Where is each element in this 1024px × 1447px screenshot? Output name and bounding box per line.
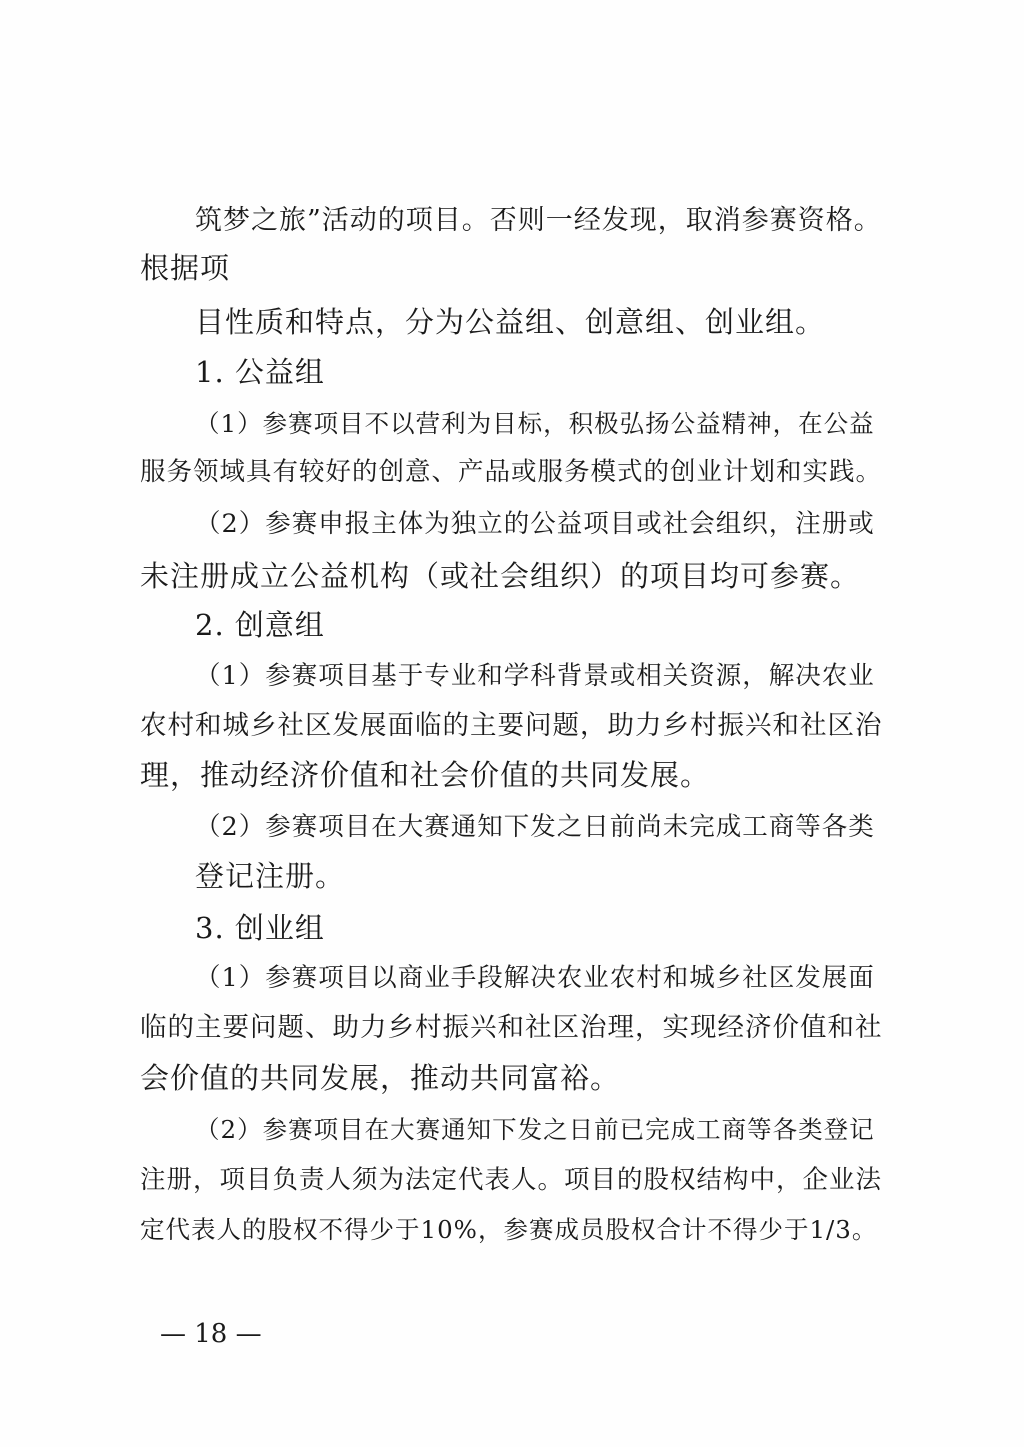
text-line: 理，推动经济价值和社会价值的共同发展。 xyxy=(140,758,711,792)
text-line: （1）参赛项目基于专业和学科背景或相关资源，解决农业 xyxy=(195,661,875,691)
text-line: 筑梦之旅”活动的项目。否则一经发现，取消参赛资格。 xyxy=(195,205,882,236)
text-line: 根据项 xyxy=(140,251,231,285)
text-line: 会价值的共同发展，推动共同富裕。 xyxy=(140,1061,621,1095)
section-heading: 1. 公益组 xyxy=(195,355,325,389)
text-line: （1）参赛项目不以营利为目标，积极弘扬公益精神，在公益 xyxy=(195,409,875,438)
text-line: 定代表人的股权不得少于10%，参赛成员股权合计不得少于1/3。 xyxy=(140,1215,878,1244)
text-line: 目性质和特点，分为公益组、创意组、创业组。 xyxy=(195,305,826,339)
page-number: — 18 — xyxy=(160,1319,262,1349)
text-line: 临的主要问题、助力乡村振兴和社区治理，实现经济价值和社 xyxy=(140,1012,883,1043)
text-line: （2）参赛申报主体为独立的公益项目或社会组织，注册或 xyxy=(195,509,875,539)
section-heading: 2. 创意组 xyxy=(195,608,325,642)
text-line: （2）参赛项目在大赛通知下发之日前尚未完成工商等各类 xyxy=(195,812,875,842)
text-line: （2）参赛项目在大赛通知下发之日前已完成工商等各类登记 xyxy=(195,1115,875,1144)
text-line: 服务领域具有较好的创意、产品或服务模式的创业计划和实践。 xyxy=(140,457,883,487)
text-line: （1）参赛项目以商业手段解决农业农村和城乡社区发展面 xyxy=(195,963,875,993)
text-line: 未注册成立公益机构（或社会组织）的项目均可参赛。 xyxy=(140,559,861,593)
text-line: 登记注册。 xyxy=(195,859,346,893)
section-heading: 3. 创业组 xyxy=(195,911,325,945)
text-line: 农村和城乡社区发展面临的主要问题，助力乡村振兴和社区治 xyxy=(140,710,883,741)
text-line: 注册，项目负责人须为法定代表人。项目的股权结构中，企业法 xyxy=(140,1165,883,1195)
